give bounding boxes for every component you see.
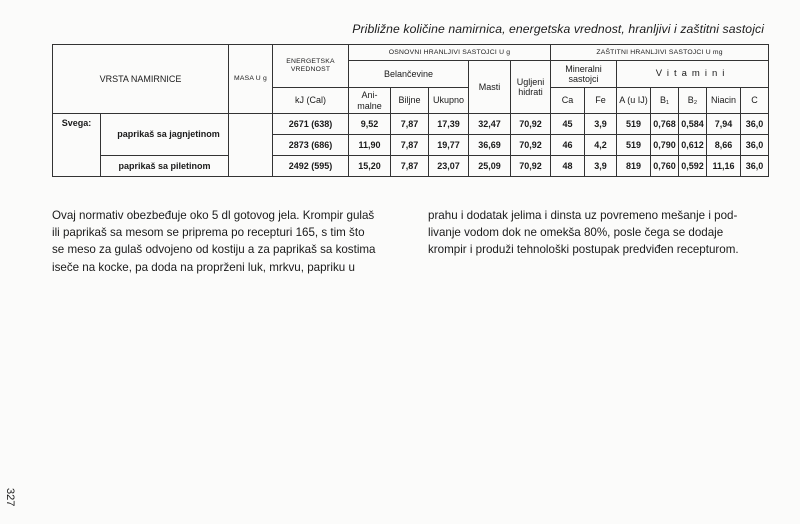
cell-masti: 36,69 (469, 135, 511, 156)
cell-b2: 0,592 (679, 156, 707, 177)
cell-kj: 2671 (638) (273, 114, 349, 135)
cell-niacin: 7,94 (707, 114, 741, 135)
cell-ugljeni: 70,92 (511, 135, 551, 156)
cell-ukupno: 19,77 (429, 135, 469, 156)
header-osnovni: OSNOVNI HRANLJIVI SASTOJCI U g (349, 45, 551, 61)
cell-ugljeni: 70,92 (511, 114, 551, 135)
cell-b1: 0,768 (651, 114, 679, 135)
cell-ukupno: 17,39 (429, 114, 469, 135)
cell-masti: 25,09 (469, 156, 511, 177)
cell-fe: 4,2 (585, 135, 617, 156)
cell-a: 519 (617, 135, 651, 156)
cell-b1: 0,760 (651, 156, 679, 177)
cell-biljne: 7,87 (391, 114, 429, 135)
table-row (53, 156, 769, 177)
cell-masa (229, 135, 273, 156)
header-energetska: ENERGETSKA VREDNOST (273, 45, 349, 88)
text-line: prahu i dodatak jelima i dinsta uz povremeno mešanje i pod- (428, 209, 738, 222)
header-a: A (u IJ) (617, 88, 651, 114)
cell-ca: 48 (551, 156, 585, 177)
body-text-right (428, 207, 768, 259)
cell-kj: 2492 (595) (273, 156, 349, 177)
cell-biljne: 7,87 (391, 156, 429, 177)
cell-c: 36,0 (741, 135, 769, 156)
cell-ca: 45 (551, 114, 585, 135)
header-masa: MASA U g (229, 45, 273, 114)
text-line: se meso za gulaš odvojeno od kostiju a za paprikaš sa kostima (52, 243, 376, 257)
cell-a: 819 (617, 156, 651, 177)
text-line: Ovaj normativ obezbeđuje oko 5 dl gotovog jela. Krompir gulaš (52, 209, 375, 222)
table-caption: Približne količine namirnica, energetska vrednost, hranljivi i zaštitni sastojci (352, 22, 764, 36)
cell-niacin: 11,16 (707, 156, 741, 177)
cell-b1: 0,790 (651, 135, 679, 156)
cell-c: 36,0 (741, 114, 769, 135)
cell-masa (229, 114, 273, 135)
header-vitamini: Vitamini (617, 61, 769, 88)
cell-a: 519 (617, 114, 651, 135)
table-row (53, 114, 769, 135)
row-name: paprikaš sa piletinom (101, 156, 229, 177)
cell-fe: 3,9 (585, 114, 617, 135)
header-fe: Fe (585, 88, 617, 114)
header-mineralni: Mineralni sastojci (551, 61, 617, 88)
cell-masti: 32,47 (469, 114, 511, 135)
header-niacin: Niacin (707, 88, 741, 114)
cell-b2: 0,612 (679, 135, 707, 156)
cell-b2: 0,584 (679, 114, 707, 135)
header-b1: B₁ (651, 88, 679, 114)
cell-kj: 2873 (686) (273, 135, 349, 156)
nutrition-table (52, 44, 769, 177)
page-number: 327 (4, 488, 16, 507)
text-line: iseče na kocke, pa doda na proprženi luk, mrkvu, papriku u (52, 260, 355, 274)
cell-biljne: 7,87 (391, 135, 429, 156)
cell-fe: 3,9 (585, 156, 617, 177)
header-ugljeni: Ugljeni hidrati (511, 61, 551, 114)
cell-ugljeni: 70,92 (511, 156, 551, 177)
header-belancevine: Belančevine (349, 61, 469, 88)
text-line: ili paprikaš sa mesom se priprema po recepturi 165, s tim što (52, 226, 365, 240)
svega-label: Svega: (53, 114, 101, 177)
header-biljne: Biljne (391, 88, 429, 114)
header-c: C (741, 88, 769, 114)
cell-animalne: 9,52 (349, 114, 391, 135)
row-name: paprikaš sa jagnjetinom (101, 114, 229, 156)
header-masti: Masti (469, 61, 511, 114)
cell-ukupno: 23,07 (429, 156, 469, 177)
cell-animalne: 11,90 (349, 135, 391, 156)
header-zastitni: ZAŠTITNI HRANLJIVI SASTOJCI U mg (551, 45, 769, 61)
header-animalne: Ani- malne (349, 88, 391, 114)
cell-niacin: 8,66 (707, 135, 741, 156)
text-line: livanje vodom dok ne omekša 80%, posle čega se dodaje (428, 226, 724, 240)
header-b2: B₂ (679, 88, 707, 114)
text-line: krompir i produži tehnološki postupak predviđen recepturom. (428, 243, 739, 257)
cell-ca: 46 (551, 135, 585, 156)
body-text-left (52, 207, 402, 276)
header-ukupno: Ukupno (429, 88, 469, 114)
header-kj: kJ (Cal) (273, 88, 349, 114)
header-ca: Ca (551, 88, 585, 114)
cell-c: 36,0 (741, 156, 769, 177)
header-vrsta: VRSTA NAMIRNICE (53, 45, 229, 114)
cell-animalne: 15,20 (349, 156, 391, 177)
cell-masa (229, 156, 273, 177)
